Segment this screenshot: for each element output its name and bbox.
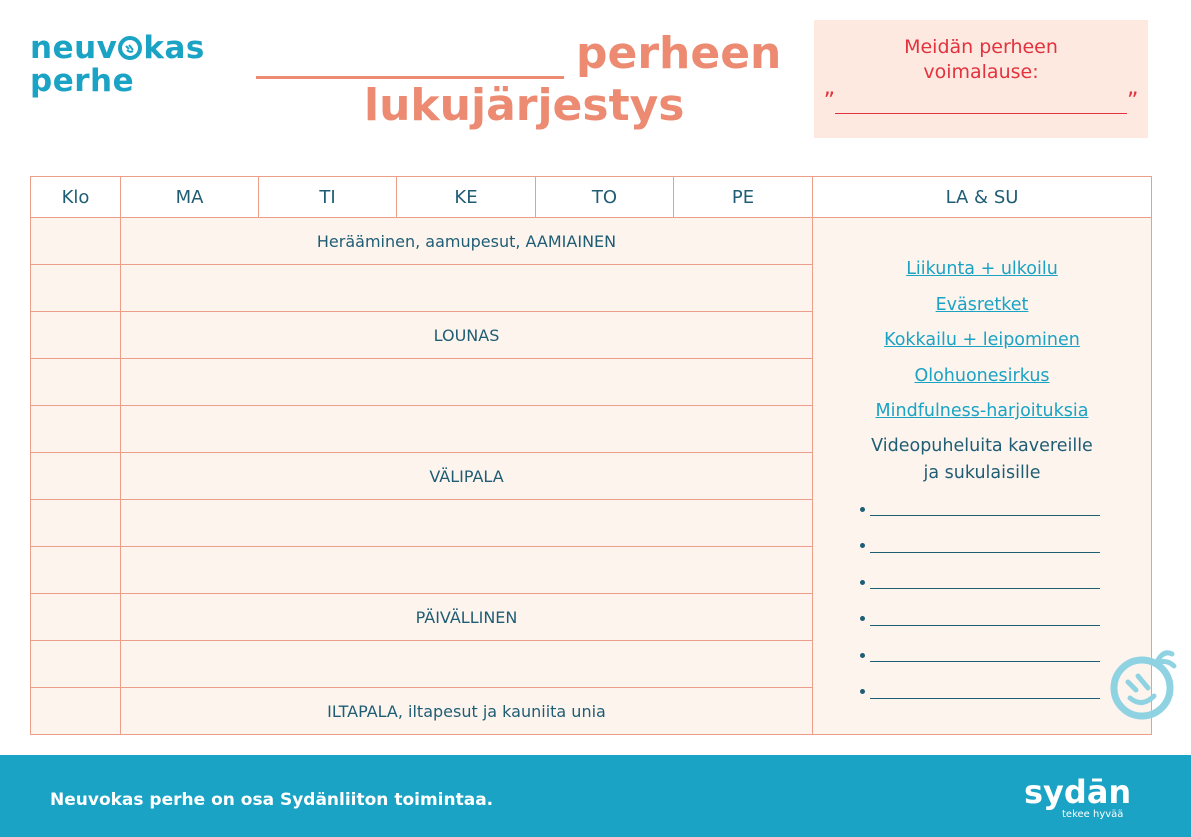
bullet-blank[interactable] [813, 681, 1151, 718]
motto-heading-1: Meidän perheen [904, 36, 1058, 58]
header-la-su: LA & SU [813, 177, 1152, 218]
activity-cell[interactable] [121, 265, 813, 312]
activity-cell[interactable]: Herääminen, aamupesut, AAMIAINEN [121, 218, 813, 265]
activity-cell[interactable] [121, 547, 813, 594]
logo-text-2: kas [143, 30, 205, 66]
video-line-2: ja sukulaisille [923, 462, 1041, 483]
header-ti: TI [259, 177, 397, 218]
activity-cell[interactable] [121, 406, 813, 453]
time-cell[interactable] [31, 500, 121, 547]
weekend-column [813, 218, 1152, 735]
close-quote: ” [1127, 89, 1139, 114]
bullet-list [813, 499, 1151, 718]
mascot-icon [1108, 646, 1178, 730]
time-cell[interactable] [31, 641, 121, 688]
motto-heading-2: voimalause: [923, 61, 1039, 83]
smiley-icon [118, 36, 142, 60]
video-line-1: Videopuheluita kavereille [871, 435, 1093, 456]
header-row [31, 177, 1152, 218]
activity-cell[interactable]: LOUNAS [121, 312, 813, 359]
activity-cell[interactable] [121, 359, 813, 406]
link-evasretket[interactable]: Eväsretket [935, 294, 1029, 315]
header-to: TO [536, 177, 674, 218]
header-ma: MA [121, 177, 259, 218]
time-cell[interactable] [31, 453, 121, 500]
sydan-tagline: tekee hyvää [1062, 809, 1124, 820]
logo-text-3: perhe [30, 63, 135, 99]
bullet-blank[interactable] [813, 535, 1151, 572]
schedule-table [30, 176, 1152, 735]
link-liikunta[interactable]: Liikunta + ulkoilu [906, 259, 1058, 279]
activity-cell[interactable]: VÄLIPALA [121, 453, 813, 500]
header-klo: Klo [31, 177, 121, 218]
link-olohuonesirkus[interactable]: Olohuonesirkus [914, 365, 1050, 386]
time-cell[interactable] [31, 218, 121, 265]
time-cell[interactable] [31, 688, 121, 735]
activity-cell[interactable]: PÄIVÄLLINEN [121, 594, 813, 641]
motto-box [814, 20, 1148, 138]
family-name-blank [256, 36, 564, 79]
activity-cell[interactable]: ILTAPALA, iltapesut ja kauniita unia [121, 688, 813, 735]
time-cell[interactable] [31, 406, 121, 453]
header-ke: KE [397, 177, 536, 218]
bullet-blank[interactable] [813, 499, 1151, 536]
motto-blank [835, 91, 1127, 114]
activity-cell[interactable] [121, 500, 813, 547]
sydan-logo: sydān [1024, 773, 1132, 811]
header-pe: PE [674, 177, 813, 218]
footer [0, 755, 1191, 837]
time-cell[interactable] [31, 547, 121, 594]
time-cell[interactable] [31, 359, 121, 406]
activity-cell[interactable] [121, 641, 813, 688]
time-cell[interactable] [31, 312, 121, 359]
link-kokkailu[interactable]: Kokkailu + leipominen [884, 330, 1080, 350]
title-line-1: perheen [576, 28, 782, 79]
logo-text-1: neuv [30, 30, 118, 66]
link-mindfulness[interactable]: Mindfulness-harjoituksia [875, 401, 1089, 421]
time-cell[interactable] [31, 265, 121, 312]
neuvokas-perhe-logo [30, 32, 205, 98]
bullet-blank[interactable] [813, 645, 1151, 682]
bullet-blank[interactable] [813, 608, 1151, 645]
bullet-blank[interactable] [813, 572, 1151, 609]
open-quote: ” [823, 89, 835, 114]
footer-text: Neuvokas perhe on osa Sydänliiton toimintaa. [50, 790, 494, 810]
video-calls-text [813, 433, 1151, 487]
table-row [31, 218, 1152, 265]
time-cell[interactable] [31, 594, 121, 641]
title-line-2: lukujärjestys [364, 80, 685, 131]
